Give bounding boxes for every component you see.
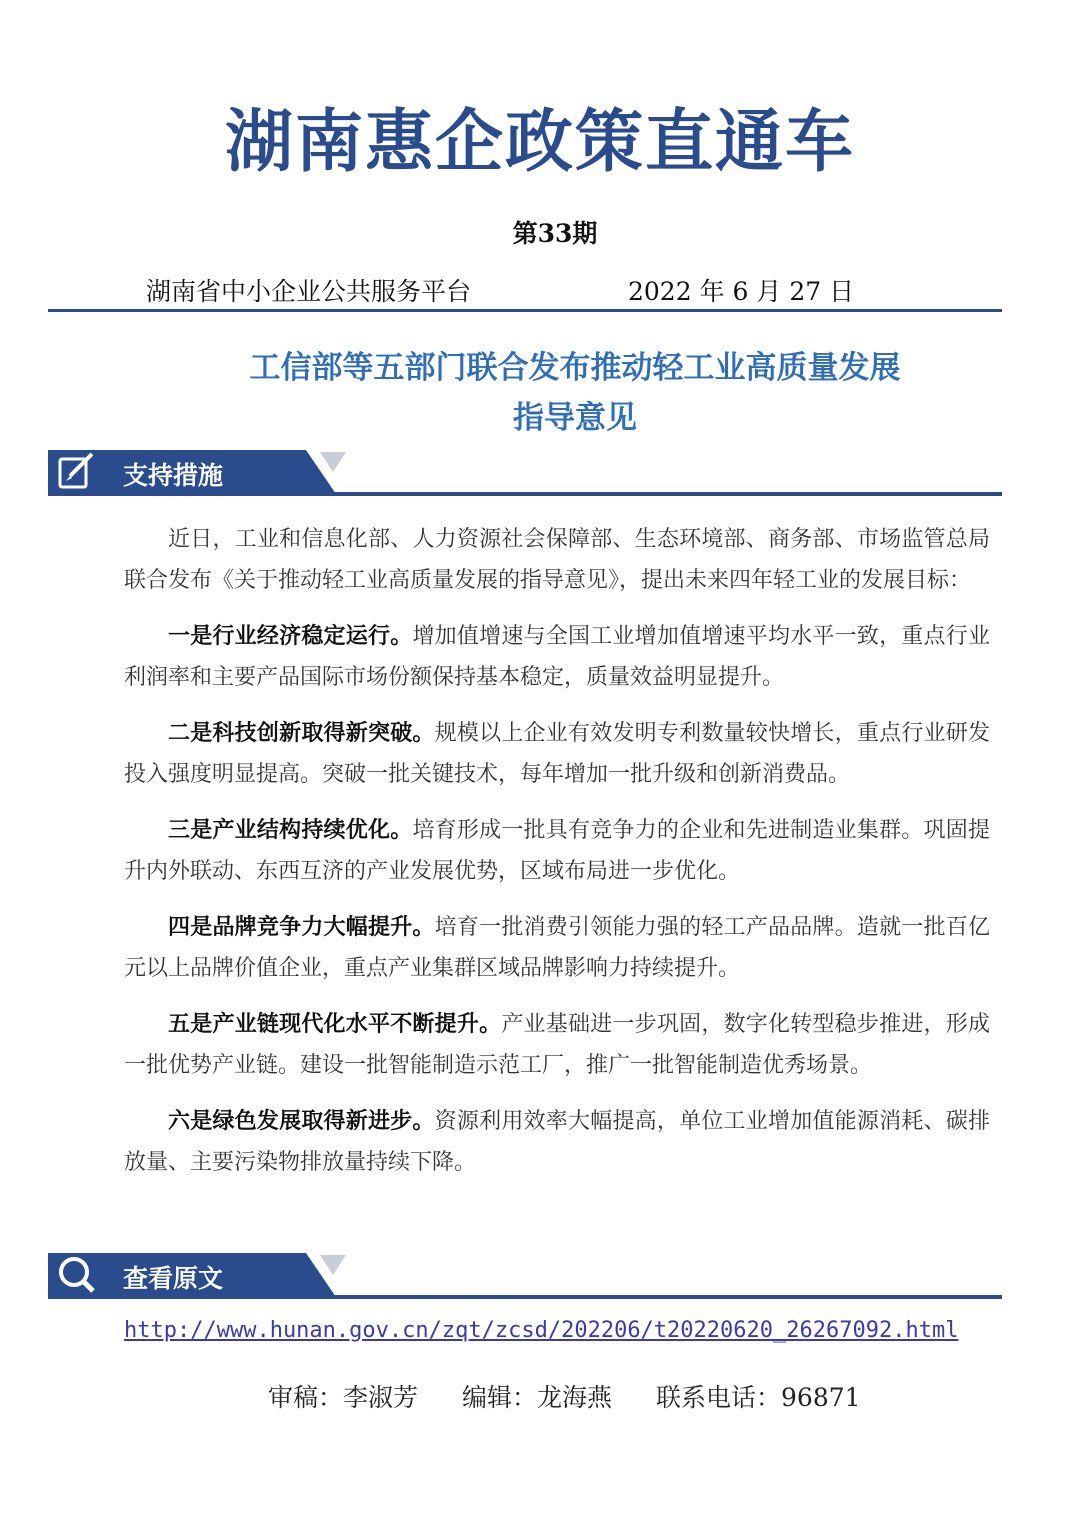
goal-text: 培育一批消费引领能力强的轻工产品品牌。造就一批百亿元以上品牌价值企业，重点产业集群区域品牌影响力持续提升。: [124, 915, 990, 981]
goal-paragraph: [124, 1101, 990, 1183]
section-header-support: [48, 450, 1002, 498]
goal-paragraph: [124, 713, 990, 795]
goal-text: 规模以上企业有效发明专利数量较快增长，重点行业研发投入强度明显提高。突破一批关键技术，每年增加一批升级和创新消费品。: [124, 721, 990, 787]
footer-phone: 联系电话：96871: [656, 1383, 861, 1412]
source-link[interactable]: http://www.hunan.gov.cn/zqt/zcsd/202206/t20220620_26267092.html: [124, 1318, 959, 1343]
goal-text: 增加值增速与全国工业增加值增速平均水平一致，重点行业利润率和主要产品国际市场份额保持基本稳定，质量效益明显提升。: [124, 624, 990, 690]
goal-text: 培育形成一批具有竞争力的企业和先进制造业集群。巩固提升内外联动、东西互济的产业发展优势，区域布局进一步优化。: [124, 818, 990, 884]
goal-paragraph: [124, 810, 990, 892]
article-body: [124, 520, 990, 1198]
footer-editor: 编辑：龙海燕: [462, 1383, 613, 1412]
goal-lead: 六是绿色发展取得新进步。: [168, 1108, 435, 1134]
article-title-line-2: 指导意见: [513, 400, 637, 436]
header-divider: [48, 309, 1002, 312]
goal-lead: 三是产业结构持续优化。: [168, 817, 413, 843]
search-icon: [54, 1253, 98, 1297]
issue-number: 第33期: [512, 219, 598, 248]
goal-text: 产业基础进一步巩固，数字化转型稳步推进，形成一批优势产业链。建设一批智能制造示范工厂，推广一批智能制造优秀场景。: [124, 1012, 990, 1078]
goal-paragraph: [124, 907, 990, 989]
goal-text: 资源利用效率大幅提高，单位工业增加值能源消耗、碳排放量、主要污染物排放量持续下降。: [124, 1109, 990, 1175]
masthead-title: 湖南惠企政策直通车: [224, 103, 855, 182]
goal-lead: 一是行业经济稳定运行。: [168, 623, 413, 649]
goal-paragraph: [124, 616, 990, 698]
article-title: [0, 343, 1080, 443]
edit-icon: [54, 450, 98, 494]
publish-date: 2022 年 6 月 27 日: [628, 277, 855, 306]
goal-lead: 四是品牌竞争力大幅提升。: [168, 914, 435, 940]
intro-paragraph: 近日，工业和信息化部、人力资源社会保障部、生态环境部、商务部、市场监管总局联合发布《关于推动轻工业高质量发展的指导意见》，提出未来四年轻工业的发展目标：: [124, 527, 990, 593]
section-label-source: 查看原文: [123, 1264, 224, 1293]
goal-lead: 二是科技创新取得新突破。: [168, 720, 435, 746]
article-title-line-1: 工信部等五部门联合发布推动轻工业高质量发展: [249, 350, 901, 386]
section-header-source: [48, 1253, 1002, 1301]
footer-credits: [268, 1378, 861, 1414]
publisher-name: 湖南省中小企业公共服务平台: [146, 277, 472, 306]
goal-lead: 五是产业链现代化水平不断提升。: [168, 1011, 502, 1037]
footer-reviewer: 审稿：李淑芳: [268, 1383, 419, 1412]
section-label-support: 支持措施: [123, 461, 224, 490]
goal-paragraph: [124, 1004, 990, 1086]
